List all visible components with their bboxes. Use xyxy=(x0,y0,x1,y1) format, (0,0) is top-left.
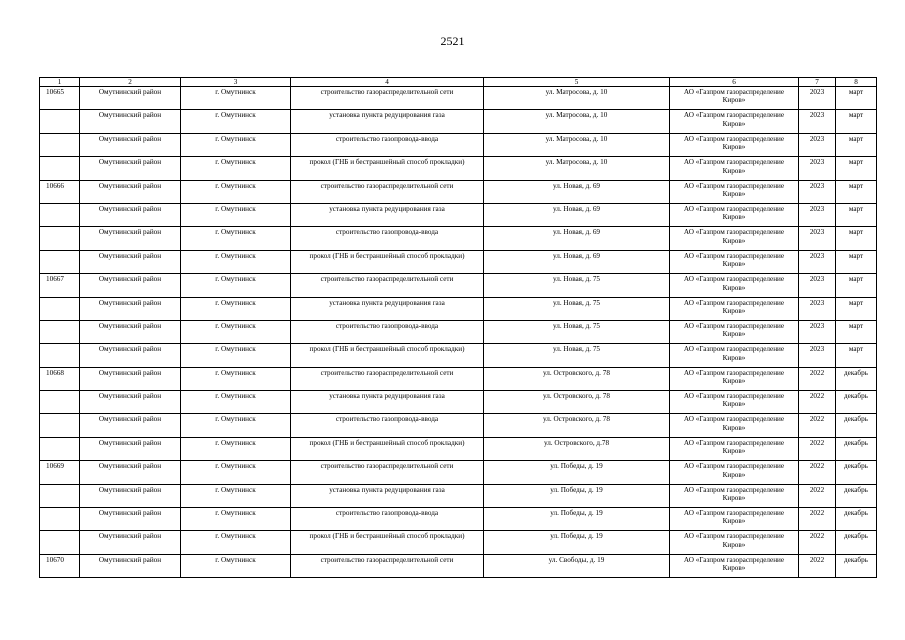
work-type-cell: строительство газораспределительной сети xyxy=(291,367,484,390)
district-cell: Омутнинский район xyxy=(80,437,181,460)
district-cell: Омутнинский район xyxy=(80,484,181,507)
city-cell: г. Омутнинск xyxy=(181,274,291,297)
organization-cell: АО «Газпром газораспределение Киров» xyxy=(670,367,799,390)
city-cell: г. Омутнинск xyxy=(181,554,291,577)
work-type-cell: строительство газораспределительной сети xyxy=(291,461,484,484)
address-cell: ул. Новая, д. 69 xyxy=(484,180,670,203)
year-cell: 2022 xyxy=(799,484,836,507)
table-row xyxy=(40,391,877,414)
year-cell: 2022 xyxy=(799,531,836,554)
object-number-cell xyxy=(40,344,80,367)
year-cell: 2023 xyxy=(799,110,836,133)
object-number-cell xyxy=(40,320,80,343)
month-cell: март xyxy=(836,297,877,320)
year-cell: 2023 xyxy=(799,297,836,320)
organization-cell: АО «Газпром газораспределение Киров» xyxy=(670,227,799,250)
city-cell: г. Омутнинск xyxy=(181,531,291,554)
address-cell: ул. Новая, д. 75 xyxy=(484,274,670,297)
object-number-cell: 10666 xyxy=(40,180,80,203)
work-type-cell: прокол (ГНБ и бестраншейный способ прокладки) xyxy=(291,250,484,273)
table-row xyxy=(40,461,877,484)
district-cell: Омутнинский район xyxy=(80,367,181,390)
object-number-cell xyxy=(40,203,80,226)
month-cell: декабрь xyxy=(836,391,877,414)
address-cell: ул. Новая, д. 75 xyxy=(484,344,670,367)
district-cell: Омутнинский район xyxy=(80,344,181,367)
header-cell: 5 xyxy=(484,78,670,87)
work-type-cell: установка пункта редуцирования газа xyxy=(291,484,484,507)
table-row xyxy=(40,203,877,226)
object-number-cell xyxy=(40,484,80,507)
city-cell: г. Омутнинск xyxy=(181,320,291,343)
object-number-cell xyxy=(40,227,80,250)
work-type-cell: прокол (ГНБ и бестраншейный способ прокладки) xyxy=(291,531,484,554)
month-cell: декабрь xyxy=(836,414,877,437)
object-number-cell xyxy=(40,414,80,437)
address-cell: ул. Матросова, д. 10 xyxy=(484,133,670,156)
district-cell: Омутнинский район xyxy=(80,180,181,203)
object-number-cell xyxy=(40,250,80,273)
header-row xyxy=(40,78,877,87)
address-cell: ул. Победы, д. 19 xyxy=(484,484,670,507)
month-cell: март xyxy=(836,133,877,156)
header-cell: 1 xyxy=(40,78,80,87)
city-cell: г. Омутнинск xyxy=(181,250,291,273)
address-cell: ул. Победы, д. 19 xyxy=(484,508,670,531)
organization-cell: АО «Газпром газораспределение Киров» xyxy=(670,250,799,273)
object-number-cell: 10667 xyxy=(40,274,80,297)
year-cell: 2022 xyxy=(799,508,836,531)
work-type-cell: строительство газораспределительной сети xyxy=(291,87,484,110)
month-cell: март xyxy=(836,227,877,250)
district-cell: Омутнинский район xyxy=(80,250,181,273)
district-cell: Омутнинский район xyxy=(80,157,181,180)
table-row xyxy=(40,320,877,343)
address-cell: ул. Победы, д. 19 xyxy=(484,461,670,484)
city-cell: г. Омутнинск xyxy=(181,367,291,390)
work-type-cell: установка пункта редуцирования газа xyxy=(291,297,484,320)
table-row xyxy=(40,250,877,273)
address-cell: ул. Островского, д. 78 xyxy=(484,414,670,437)
district-cell: Омутнинский район xyxy=(80,110,181,133)
table-row xyxy=(40,344,877,367)
address-cell: ул. Новая, д. 75 xyxy=(484,320,670,343)
city-cell: г. Омутнинск xyxy=(181,110,291,133)
address-cell: ул. Матросова, д. 10 xyxy=(484,87,670,110)
table-row xyxy=(40,508,877,531)
object-number-cell: 10665 xyxy=(40,87,80,110)
city-cell: г. Омутнинск xyxy=(181,180,291,203)
organization-cell: АО «Газпром газораспределение Киров» xyxy=(670,110,799,133)
district-cell: Омутнинский район xyxy=(80,274,181,297)
work-type-cell: строительство газораспределительной сети xyxy=(291,274,484,297)
organization-cell: АО «Газпром газораспределение Киров» xyxy=(670,461,799,484)
address-cell: ул. Островского, д.78 xyxy=(484,437,670,460)
month-cell: декабрь xyxy=(836,437,877,460)
month-cell: март xyxy=(836,87,877,110)
year-cell: 2023 xyxy=(799,320,836,343)
object-number-cell xyxy=(40,391,80,414)
month-cell: март xyxy=(836,157,877,180)
table-row xyxy=(40,110,877,133)
city-cell: г. Омутнинск xyxy=(181,87,291,110)
table-row xyxy=(40,531,877,554)
city-cell: г. Омутнинск xyxy=(181,203,291,226)
year-cell: 2023 xyxy=(799,180,836,203)
month-cell: март xyxy=(836,180,877,203)
city-cell: г. Омутнинск xyxy=(181,297,291,320)
district-cell: Омутнинский район xyxy=(80,508,181,531)
district-cell: Омутнинский район xyxy=(80,531,181,554)
table-row xyxy=(40,437,877,460)
object-number-cell xyxy=(40,531,80,554)
district-cell: Омутнинский район xyxy=(80,554,181,577)
organization-cell: АО «Газпром газораспределение Киров» xyxy=(670,157,799,180)
page-number: 2521 xyxy=(440,34,465,48)
month-cell: декабрь xyxy=(836,461,877,484)
city-cell: г. Омутнинск xyxy=(181,157,291,180)
month-cell: март xyxy=(836,203,877,226)
table-body xyxy=(40,78,877,578)
address-cell: ул. Новая, д. 69 xyxy=(484,250,670,273)
organization-cell: АО «Газпром газораспределение Киров» xyxy=(670,437,799,460)
object-number-cell xyxy=(40,133,80,156)
organization-cell: АО «Газпром газораспределение Киров» xyxy=(670,344,799,367)
month-cell: декабрь xyxy=(836,367,877,390)
address-cell: ул. Победы, д. 19 xyxy=(484,531,670,554)
address-cell: ул. Свободы, д. 19 xyxy=(484,554,670,577)
table-row xyxy=(40,274,877,297)
header-cell: 3 xyxy=(181,78,291,87)
object-number-cell xyxy=(40,508,80,531)
object-number-cell: 10670 xyxy=(40,554,80,577)
year-cell: 2023 xyxy=(799,87,836,110)
year-cell: 2023 xyxy=(799,344,836,367)
work-type-cell: строительство газопровода-ввода xyxy=(291,414,484,437)
address-cell: ул. Матросова, д. 10 xyxy=(484,110,670,133)
year-cell: 2022 xyxy=(799,437,836,460)
city-cell: г. Омутнинск xyxy=(181,484,291,507)
city-cell: г. Омутнинск xyxy=(181,391,291,414)
register-table xyxy=(39,77,877,578)
work-type-cell: прокол (ГНБ и бестраншейный способ прокладки) xyxy=(291,437,484,460)
object-number-cell xyxy=(40,110,80,133)
work-type-cell: строительство газораспределительной сети xyxy=(291,554,484,577)
month-cell: март xyxy=(836,344,877,367)
year-cell: 2022 xyxy=(799,391,836,414)
organization-cell: АО «Газпром газораспределение Киров» xyxy=(670,554,799,577)
address-cell: ул. Новая, д. 69 xyxy=(484,227,670,250)
organization-cell: АО «Газпром газораспределение Киров» xyxy=(670,391,799,414)
city-cell: г. Омутнинск xyxy=(181,133,291,156)
organization-cell: АО «Газпром газораспределение Киров» xyxy=(670,508,799,531)
work-type-cell: строительство газопровода-ввода xyxy=(291,227,484,250)
object-number-cell xyxy=(40,297,80,320)
table-row xyxy=(40,554,877,577)
object-number-cell xyxy=(40,157,80,180)
district-cell: Омутнинский район xyxy=(80,320,181,343)
object-number-cell xyxy=(40,437,80,460)
table-row xyxy=(40,180,877,203)
district-cell: Омутнинский район xyxy=(80,297,181,320)
object-number-cell: 10669 xyxy=(40,461,80,484)
table-row xyxy=(40,87,877,110)
organization-cell: АО «Газпром газораспределение Киров» xyxy=(670,87,799,110)
organization-cell: АО «Газпром газораспределение Киров» xyxy=(670,414,799,437)
organization-cell: АО «Газпром газораспределение Киров» xyxy=(670,297,799,320)
year-cell: 2022 xyxy=(799,461,836,484)
city-cell: г. Омутнинск xyxy=(181,227,291,250)
work-type-cell: прокол (ГНБ и бестраншейный способ прокладки) xyxy=(291,157,484,180)
work-type-cell: установка пункта редуцирования газа xyxy=(291,391,484,414)
year-cell: 2023 xyxy=(799,274,836,297)
year-cell: 2023 xyxy=(799,250,836,273)
district-cell: Омутнинский район xyxy=(80,461,181,484)
month-cell: декабрь xyxy=(836,554,877,577)
month-cell: декабрь xyxy=(836,508,877,531)
year-cell: 2023 xyxy=(799,157,836,180)
address-cell: ул. Новая, д. 69 xyxy=(484,203,670,226)
header-cell: 2 xyxy=(80,78,181,87)
header-cell: 8 xyxy=(836,78,877,87)
year-cell: 2022 xyxy=(799,414,836,437)
address-cell: ул. Островского, д. 78 xyxy=(484,391,670,414)
organization-cell: АО «Газпром газораспределение Киров» xyxy=(670,180,799,203)
month-cell: март xyxy=(836,250,877,273)
object-number-cell: 10668 xyxy=(40,367,80,390)
district-cell: Омутнинский район xyxy=(80,414,181,437)
year-cell: 2022 xyxy=(799,367,836,390)
work-type-cell: строительство газораспределительной сети xyxy=(291,180,484,203)
header-cell: 4 xyxy=(291,78,484,87)
table-row xyxy=(40,297,877,320)
month-cell: март xyxy=(836,274,877,297)
work-type-cell: установка пункта редуцирования газа xyxy=(291,203,484,226)
month-cell: декабрь xyxy=(836,484,877,507)
table-row xyxy=(40,157,877,180)
header-cell: 7 xyxy=(799,78,836,87)
address-cell: ул. Матросова, д. 10 xyxy=(484,157,670,180)
year-cell: 2023 xyxy=(799,133,836,156)
city-cell: г. Омутнинск xyxy=(181,461,291,484)
organization-cell: АО «Газпром газораспределение Киров» xyxy=(670,274,799,297)
city-cell: г. Омутнинск xyxy=(181,414,291,437)
year-cell: 2023 xyxy=(799,227,836,250)
table-row xyxy=(40,484,877,507)
work-type-cell: строительство газопровода-ввода xyxy=(291,508,484,531)
city-cell: г. Омутнинск xyxy=(181,344,291,367)
organization-cell: АО «Газпром газораспределение Киров» xyxy=(670,203,799,226)
organization-cell: АО «Газпром газораспределение Киров» xyxy=(670,133,799,156)
year-cell: 2023 xyxy=(799,203,836,226)
organization-cell: АО «Газпром газораспределение Киров» xyxy=(670,484,799,507)
header-cell: 6 xyxy=(670,78,799,87)
work-type-cell: строительство газопровода-ввода xyxy=(291,320,484,343)
district-cell: Омутнинский район xyxy=(80,133,181,156)
month-cell: март xyxy=(836,320,877,343)
district-cell: Омутнинский район xyxy=(80,227,181,250)
table-row xyxy=(40,133,877,156)
table-row xyxy=(40,367,877,390)
district-cell: Омутнинский район xyxy=(80,87,181,110)
month-cell: декабрь xyxy=(836,531,877,554)
work-type-cell: строительство газопровода-ввода xyxy=(291,133,484,156)
work-type-cell: прокол (ГНБ и бестраншейный способ прокладки) xyxy=(291,344,484,367)
city-cell: г. Омутнинск xyxy=(181,508,291,531)
year-cell: 2022 xyxy=(799,554,836,577)
work-type-cell: установка пункта редуцирования газа xyxy=(291,110,484,133)
organization-cell: АО «Газпром газораспределение Киров» xyxy=(670,531,799,554)
table-row xyxy=(40,414,877,437)
district-cell: Омутнинский район xyxy=(80,391,181,414)
city-cell: г. Омутнинск xyxy=(181,437,291,460)
district-cell: Омутнинский район xyxy=(80,203,181,226)
address-cell: ул. Островского, д. 78 xyxy=(484,367,670,390)
organization-cell: АО «Газпром газораспределение Киров» xyxy=(670,320,799,343)
table-row xyxy=(40,227,877,250)
month-cell: март xyxy=(836,110,877,133)
address-cell: ул. Новая, д. 75 xyxy=(484,297,670,320)
